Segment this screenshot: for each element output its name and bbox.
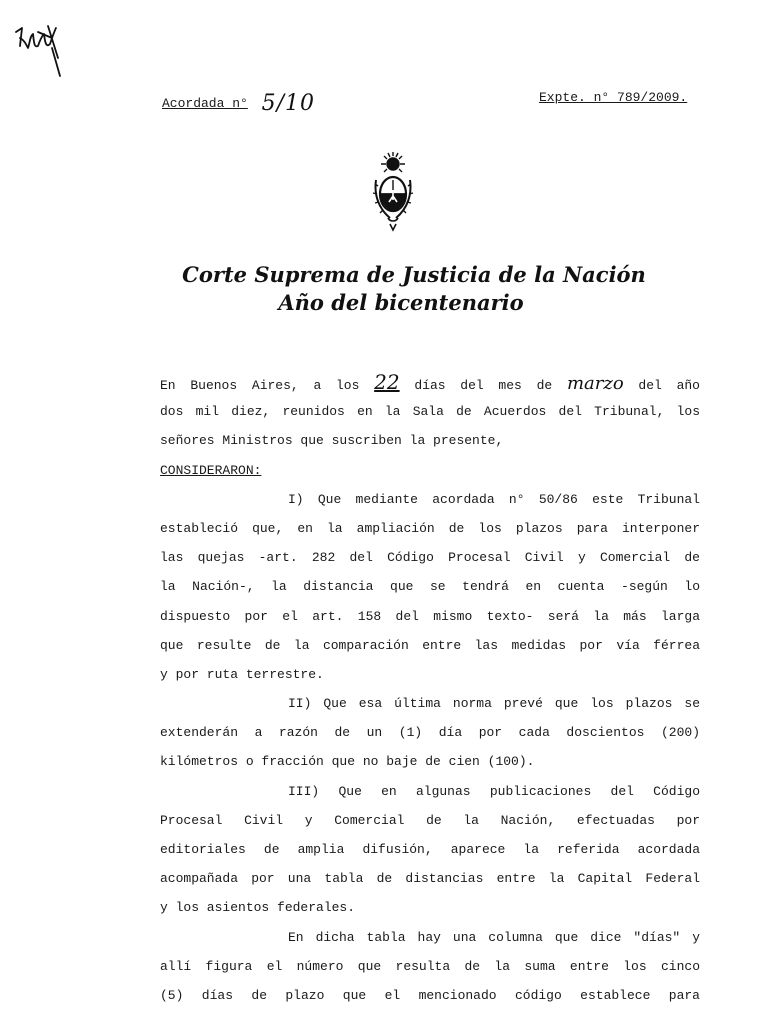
section-2-line: extenderán a razón de un (1) día por cada doscientos (200) xyxy=(160,725,700,741)
expediente-label: Expte. n° 789/2009. xyxy=(539,90,688,105)
handwritten-day: 22 xyxy=(374,370,400,394)
section-1-line: la Nación-, la distancia que se tendrá en cuenta -según lo xyxy=(160,579,700,595)
section-4-line: allí figura el número que resulta de la suma entre los cinco xyxy=(160,958,700,974)
section-3-line: y los asientos federales. xyxy=(160,900,356,916)
year-motto: Año del bicentenario xyxy=(278,290,524,315)
section-1-line: dispuesto por el art. 158 del mismo texto- será la más larga xyxy=(160,608,700,624)
expediente-number xyxy=(539,90,687,105)
section-4-line: En dicha tabla hay una columna que dice "días" y xyxy=(288,929,700,945)
paragraph-opening-line-2: dos mil diez, reunidos en la Sala de Acuerdos del Tribunal, los xyxy=(160,404,700,420)
section-3-line: Procesal Civil y Comercial de la Nación, efectuadas por xyxy=(160,812,700,828)
section-2-line: II) Que esa última norma prevé que los plazos se xyxy=(288,696,700,712)
document-body xyxy=(160,368,700,1010)
paragraph-opening-line-1: En Buenos Aires, a los 22 días del mes de marzo del año xyxy=(160,370,700,394)
handwritten-signature xyxy=(8,18,68,80)
handwritten-month: marzo xyxy=(566,373,624,394)
section-3-line: acompañada por una tabla de distancias entre la Capital Federal xyxy=(160,871,700,887)
acordada-handwritten-number: 5/10 xyxy=(261,91,316,116)
acordada-label: Acordada n° xyxy=(162,96,248,111)
considered-heading: CONSIDERARON: xyxy=(160,462,262,478)
paragraph-opening-line-3: señores Ministros que suscriben la presente, xyxy=(160,433,504,449)
acordada-number xyxy=(162,88,316,116)
section-2-line: kilómetros o fracción que no baje de cien (100). xyxy=(160,754,535,770)
court-name: Corte Suprema de Justicia de la Nación xyxy=(182,262,646,287)
argentine-coat-of-arms-icon xyxy=(370,150,416,234)
section-3-line: III) Que en algunas publicaciones del Código xyxy=(288,783,700,799)
section-1-line: estableció que, en la ampliación de los plazos para interponer xyxy=(160,520,700,536)
section-1-line: y por ruta terrestre. xyxy=(160,666,324,682)
section-1-line: que resulte de la comparación entre las medidas por vía férrea xyxy=(160,637,700,653)
section-4-line: (5) días de plazo que el mencionado código establece para xyxy=(160,987,700,1003)
section-1-line: I) Que mediante acordada n° 50/86 este Tribunal xyxy=(288,491,700,507)
section-3-line: editoriales de amplia difusión, aparece la referida acordada xyxy=(160,842,700,857)
section-1-line: las quejas -art. 282 del Código Procesal Civil y Comercial de xyxy=(160,550,700,566)
